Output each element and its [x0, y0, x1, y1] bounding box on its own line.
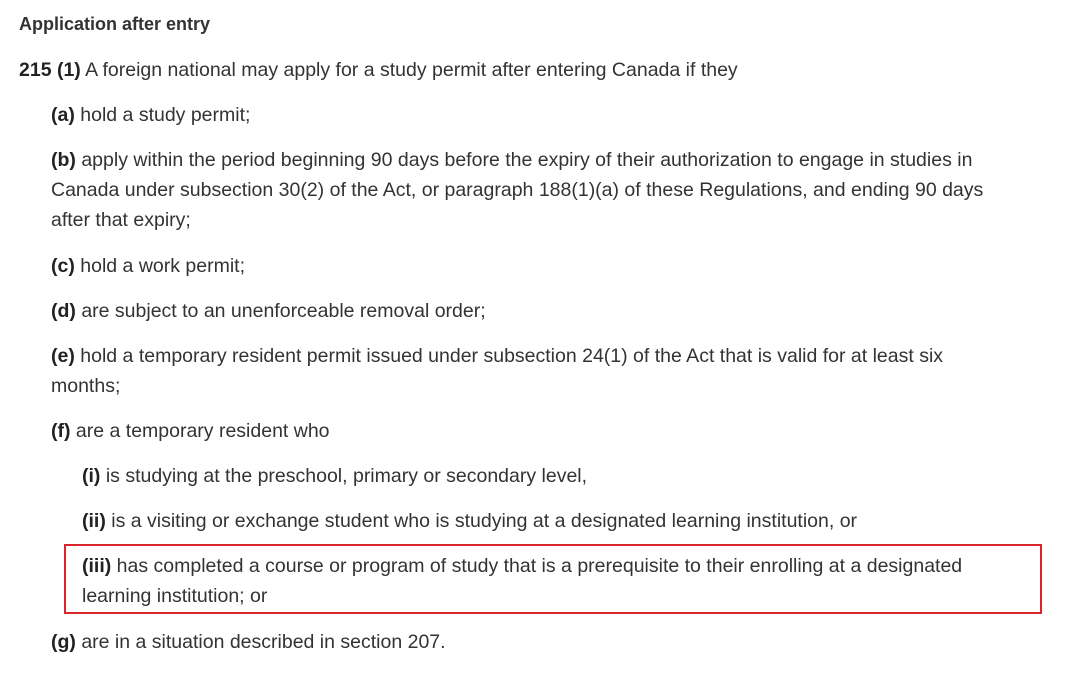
subparagraph-text-line-1: has completed a course or program of study that is a prerequisite to their enrolling at a designated [116, 555, 963, 577]
paragraph-b [51, 145, 983, 235]
paragraph-f [51, 416, 330, 446]
section-heading: Application after entry [19, 14, 211, 34]
paragraph-g [51, 627, 446, 657]
paragraph-text: hold a study permit; [80, 104, 251, 126]
paragraph-label: (c) [51, 255, 75, 277]
subparagraph-text-line-2: learning institution; or [82, 585, 268, 607]
paragraph-label: (g) [51, 631, 76, 653]
subparagraph-label: (ii) [82, 510, 106, 532]
subparagraph-i [82, 461, 587, 491]
subparagraph-label: (iii) [82, 555, 112, 577]
paragraph-label: (f) [51, 420, 71, 442]
paragraph-a [51, 100, 250, 130]
subparagraph-iii [82, 551, 962, 611]
paragraph-label: (b) [51, 149, 76, 171]
paragraph-e [51, 341, 943, 401]
paragraph-text: hold a work permit; [80, 255, 245, 277]
section-label: 215 (1) [19, 59, 81, 81]
paragraph-label: (e) [51, 345, 75, 367]
paragraph-text-line-1: hold a temporary resident permit issued under subsection 24(1) of the Act that is valid for at least six [80, 345, 944, 367]
paragraph-c [51, 251, 245, 281]
paragraph-label: (a) [51, 104, 75, 126]
subparagraph-ii [82, 506, 857, 536]
paragraph-text-line-3: after that expiry; [51, 209, 191, 231]
section-215-1 [19, 55, 738, 85]
subparagraph-label: (i) [82, 465, 101, 487]
subparagraph-text: is studying at the preschool, primary or secondary level, [105, 465, 588, 487]
section-text: A foreign national may apply for a study permit after entering Canada if they [85, 59, 738, 81]
subparagraph-text: is a visiting or exchange student who is studying at a designated learning institution, or [111, 510, 858, 532]
paragraph-d [51, 296, 486, 326]
paragraph-text-line-1: apply within the period beginning 90 days before the expiry of their authorization to engage in studies in [81, 149, 973, 171]
paragraph-text: are in a situation described in section 207. [81, 631, 446, 653]
paragraph-text: are subject to an unenforceable removal order; [81, 300, 486, 322]
paragraph-text-line-2: months; [51, 375, 121, 397]
paragraph-text-line-2: Canada under subsection 30(2) of the Act, or paragraph 188(1)(a) of these Regulations, and ending 90 days [51, 179, 984, 201]
paragraph-text: are a temporary resident who [75, 420, 330, 442]
paragraph-label: (d) [51, 300, 76, 322]
